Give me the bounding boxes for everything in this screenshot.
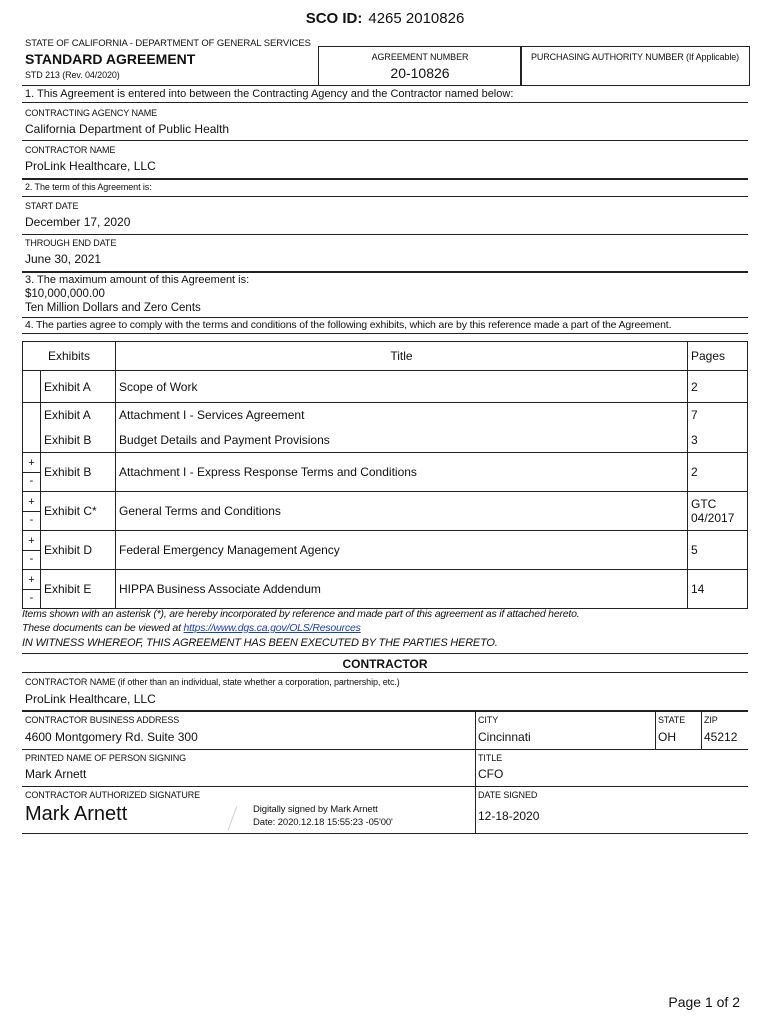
section2-text: 2. The term of this Agreement is: bbox=[25, 182, 152, 192]
zip-label: ZIP bbox=[704, 715, 718, 725]
form-title: STANDARD AGREEMENT bbox=[25, 51, 196, 67]
agency-name: California Department of Public Health bbox=[25, 122, 230, 136]
form-id: STD 213 (Rev. 04/2020) bbox=[25, 70, 120, 80]
exhibit-cell: Exhibit E bbox=[41, 570, 116, 609]
contractor-name-label: CONTRACTOR NAME (if other than an individual, state whether a corporation, partnership, etc.) bbox=[25, 677, 400, 687]
end-date-label: THROUGH END DATE bbox=[25, 238, 117, 248]
table-row bbox=[23, 492, 748, 531]
exhibits-header-row bbox=[23, 342, 748, 371]
remove-row-button[interactable]: - bbox=[29, 591, 34, 604]
printed-name-value: Mark Arnett bbox=[25, 767, 87, 781]
agency-label: CONTRACTING AGENCY NAME bbox=[25, 108, 158, 118]
pages-cell: 7 bbox=[688, 403, 748, 428]
table-row bbox=[23, 531, 748, 570]
pages-cell: 14 bbox=[688, 570, 748, 609]
address-value: 4600 Montgomery Rd. Suite 300 bbox=[25, 730, 198, 744]
table-row bbox=[23, 453, 748, 492]
title-header: Title bbox=[116, 342, 688, 371]
agreement-number-label: AGREEMENT NUMBER bbox=[371, 52, 469, 62]
signature-mark-icon bbox=[228, 806, 256, 830]
exhibit-cell: Exhibit A bbox=[41, 371, 116, 403]
resources-link[interactable]: https://www.dgs.ca.gov/OLS/Resources bbox=[183, 622, 361, 634]
purchasing-authority-box bbox=[520, 46, 750, 86]
table-row bbox=[23, 428, 748, 453]
state-department: STATE OF CALIFORNIA - DEPARTMENT OF GENERAL SERVICES bbox=[25, 38, 311, 49]
section3-text: 3. The maximum amount of this Agreement is: bbox=[25, 274, 250, 286]
page-indicator: Page 1 of 2 bbox=[668, 994, 740, 1010]
title-cell: Attachment I - Services Agreement bbox=[116, 403, 688, 428]
sco-id-label: SCO ID: bbox=[305, 10, 363, 27]
witness-statement: IN WITNESS WHEREOF, THIS AGREEMENT HAS BEEN EXECUTED BY THE PARTIES HERETO. bbox=[22, 637, 498, 649]
title-cell: Scope of Work bbox=[116, 371, 688, 403]
exhibit-cell: Exhibit B bbox=[41, 453, 116, 492]
pages-cell: 5 bbox=[688, 531, 748, 570]
title-cell: General Terms and Conditions bbox=[116, 492, 688, 531]
contractor-name-label: CONTRACTOR NAME bbox=[25, 145, 116, 155]
printed-name-label: PRINTED NAME OF PERSON SIGNING bbox=[25, 753, 187, 763]
add-row-button[interactable]: + bbox=[23, 533, 40, 551]
asterisk-note: Items shown with an asterisk (*), are hereby incorporated by reference and made part of this agreement as if attached hereto. bbox=[22, 608, 580, 620]
title-cell: HIPPA Business Associate Addendum bbox=[116, 570, 688, 609]
contractor-name: ProLink Healthcare, LLC bbox=[25, 159, 156, 173]
title-cell: Federal Emergency Management Agency bbox=[116, 531, 688, 570]
table-row bbox=[23, 403, 748, 428]
exhibit-cell: Exhibit B bbox=[41, 428, 116, 453]
add-row-button[interactable]: + bbox=[23, 455, 40, 473]
state-label: STATE bbox=[658, 715, 686, 725]
title-label: TITLE bbox=[478, 753, 503, 763]
purchasing-authority-label: PURCHASING AUTHORITY NUMBER (If Applicable) bbox=[530, 52, 740, 62]
exhibits-table bbox=[22, 341, 748, 609]
pages-cell: 2 bbox=[688, 453, 748, 492]
exhibits-header: Exhibits bbox=[23, 342, 116, 371]
exhibit-cell: Exhibit C* bbox=[41, 492, 116, 531]
sco-id-value: 4265 2010826 bbox=[368, 10, 465, 27]
date-signed-label: DATE SIGNED bbox=[478, 790, 538, 800]
pages-line-2: 04/2017 bbox=[691, 511, 735, 525]
title-value: CFO bbox=[478, 767, 504, 781]
digital-signature-line1: Digitally signed by Mark Arnett bbox=[253, 804, 378, 815]
add-row-button[interactable]: + bbox=[23, 572, 40, 590]
digital-signature-line2: Date: 2020.12.18 15:55:23 -05'00' bbox=[253, 817, 393, 828]
section1-text: 1. This Agreement is entered into between the Contracting Agency and the Contractor named below: bbox=[25, 88, 514, 100]
city-value: Cincinnati bbox=[478, 730, 531, 744]
pages-cell: 2 bbox=[688, 371, 748, 403]
amount-words: Ten Million Dollars and Zero Cents bbox=[25, 302, 201, 314]
signature-name: Mark Arnett bbox=[25, 803, 128, 825]
remove-row-button[interactable]: - bbox=[29, 474, 34, 487]
title-cell: Budget Details and Payment Provisions bbox=[116, 428, 688, 453]
table-row bbox=[23, 371, 748, 403]
exhibit-cell: Exhibit D bbox=[41, 531, 116, 570]
signature-label: CONTRACTOR AUTHORIZED SIGNATURE bbox=[25, 790, 201, 800]
date-signed-value: 12-18-2020 bbox=[478, 809, 540, 823]
start-date-label: START DATE bbox=[25, 201, 79, 211]
remove-row-button[interactable]: - bbox=[29, 552, 34, 565]
section4-text: 4. The parties agree to comply with the terms and conditions of the following exhibits, which are by this reference made a part of the Agreement. bbox=[25, 319, 672, 331]
agreement-number: 20-10826 bbox=[390, 65, 450, 81]
start-date: December 17, 2020 bbox=[25, 215, 131, 229]
pages-line-1: GTC bbox=[691, 497, 717, 511]
exhibit-cell: Exhibit A bbox=[41, 403, 116, 428]
remove-row-button[interactable]: - bbox=[29, 513, 34, 526]
pages-cell: 3 bbox=[688, 428, 748, 453]
zip-value: 45212 bbox=[704, 730, 738, 744]
city-label: CITY bbox=[478, 715, 499, 725]
contractor-name-value: ProLink Healthcare, LLC bbox=[25, 692, 156, 706]
title-cell: Attachment I - Express Response Terms and Conditions bbox=[116, 453, 688, 492]
address-label: CONTRACTOR BUSINESS ADDRESS bbox=[25, 715, 180, 725]
viewed-note bbox=[22, 622, 361, 634]
viewed-prefix: These documents can be viewed at bbox=[22, 622, 184, 634]
pages-cell bbox=[688, 492, 748, 531]
state-value: OH bbox=[658, 730, 676, 744]
pages-header: Pages bbox=[688, 342, 748, 371]
contractor-heading: CONTRACTOR bbox=[342, 657, 428, 671]
sco-id bbox=[0, 10, 770, 27]
max-amount: $10,000,000.00 bbox=[25, 288, 105, 300]
agreement-number-box bbox=[318, 46, 522, 86]
end-date: June 30, 2021 bbox=[25, 252, 102, 266]
table-row bbox=[23, 570, 748, 609]
add-row-button[interactable]: + bbox=[23, 494, 40, 512]
